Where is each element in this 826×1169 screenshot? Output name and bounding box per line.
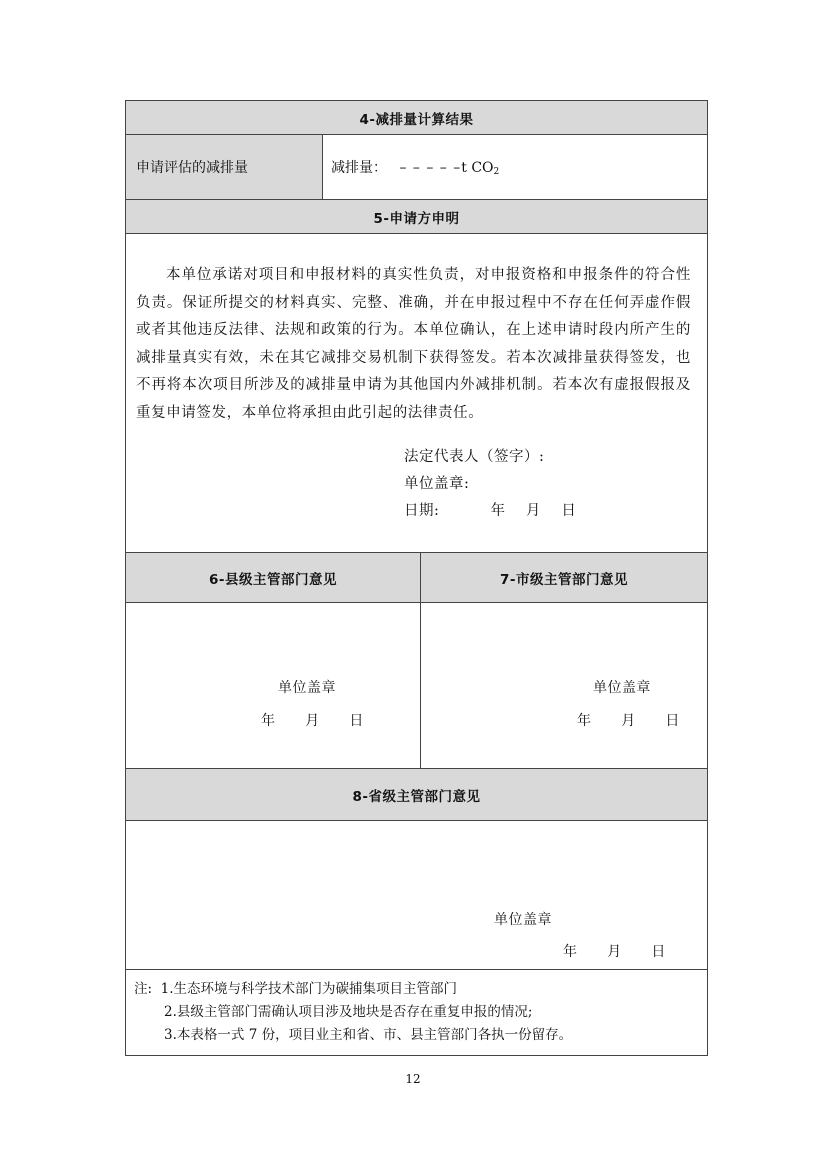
section-4-header (126, 101, 708, 135)
section-7-header (421, 553, 708, 603)
section-4-title: 4-减排量计算结果 (359, 111, 474, 128)
reduction-label-cell (126, 135, 323, 200)
reduction-value-cell[interactable] (323, 135, 708, 200)
city-date: 年 月 日 (577, 713, 680, 729)
reduction-prefix: 减排量： (331, 160, 387, 176)
declaration-cell (126, 234, 708, 553)
city-opinion-cell[interactable] (421, 603, 708, 769)
section-8-title: 8-省级主管部门意见 (352, 788, 481, 805)
notes (126, 970, 707, 1055)
unit-seal-label[interactable]: 单位盖章: (404, 476, 470, 492)
form-page (125, 100, 707, 1056)
reduction-label: 申请评估的减排量 (136, 160, 248, 176)
county-opinion-cell[interactable] (126, 603, 421, 769)
province-seal-label: 单位盖章 (494, 912, 552, 928)
city-seal-label: 单位盖章 (593, 680, 651, 696)
application-form-table (125, 100, 708, 1056)
section-5-header (126, 200, 708, 234)
section-5-title: 5-申请方申明 (373, 210, 460, 227)
declaration-date[interactable]: 日期: 年 月 日 (404, 503, 577, 519)
note-2: 2.县级主管部门需确认项目涉及地块是否存在重复申报的情况; (134, 1004, 533, 1020)
legal-representative-label[interactable]: 法定代表人（签字）: (404, 449, 545, 465)
province-date: 年 月 日 (563, 944, 666, 960)
county-date: 年 月 日 (261, 713, 364, 729)
section-6-header (126, 553, 421, 603)
reduction-unit-subscript: 2 (493, 167, 500, 177)
section-8-header (126, 769, 708, 821)
notes-cell (126, 970, 708, 1056)
section-7-title: 7-市级主管部门意见 (500, 571, 628, 588)
note-3: 3.本表格一式 7 份，项目业主和省、市、县主管部门各执一份留存。 (134, 1027, 573, 1043)
county-seal-label: 单位盖章 (278, 680, 336, 696)
province-opinion-cell[interactable] (126, 821, 708, 970)
declaration-paragraph: 本单位承诺对项目和申报材料的真实性负责，对申报资格和申报条件的符合性负责。保证所提交的材料真实、完整、准确，并在申报过程中不存在任何弄虚作假或者其他违反法律、法规和政策的行为。本单位确认，在上述申请时段内所产生的减排量真实有效，未在其它减排交易机制下获得签发。若本次减排量获得签发，也不再将本次项目所涉及的减排量申请为其他国内外减排机制。若本次有虚报假报及重复申请签发，本单位将承担由此引起的法律责任。 (136, 267, 692, 421)
reduction-blank[interactable]: – – – – – (399, 160, 462, 176)
section-6-title: 6-县级主管部门意见 (209, 571, 337, 588)
reduction-unit: t CO (461, 160, 494, 176)
signature-block (126, 427, 707, 537)
page-number: 12 (405, 1072, 421, 1086)
note-1: 注: 1.生态环境与科学技术部门为碳捕集项目主管部门 (134, 981, 458, 997)
